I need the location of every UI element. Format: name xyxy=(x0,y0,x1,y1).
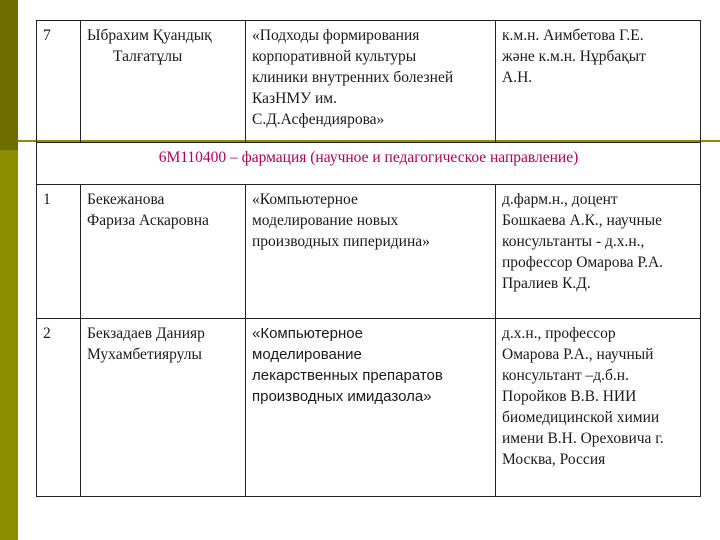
section-header-row xyxy=(37,143,701,185)
section-title: 6М110400 – фармация (научное и педагогическое направление) xyxy=(37,143,701,185)
topic-line: производных пиперидина» xyxy=(252,233,430,250)
advisor-line: имени В.Н. Ореховича г. xyxy=(502,430,664,447)
name-line: Фариза Аскаровна xyxy=(87,212,209,229)
advisor-line: к.м.н. Аимбетова Г.Е. xyxy=(502,27,644,44)
student-name xyxy=(81,21,246,143)
table-row xyxy=(37,21,701,143)
table-row xyxy=(37,319,701,497)
name-line: Ыбрахим Қуандық xyxy=(87,27,212,44)
topic-line: моделирование новых xyxy=(252,212,399,229)
advisor-line: Омарова Р.А., научный xyxy=(502,346,654,363)
advisor-line: д.х.н., профессор xyxy=(502,325,616,342)
advisor-line: консультанты - д.х.н., xyxy=(502,233,645,250)
advisor-line: д.фарм.н., доцент xyxy=(502,191,618,208)
advisor-line: Поройков В.В. НИИ xyxy=(502,388,637,405)
name-line: Бекежанова xyxy=(87,191,165,208)
topic-line: КазНМУ им. xyxy=(252,90,337,107)
advisor-line: және к.м.н. Нұрбақыт xyxy=(502,48,646,65)
topic-line: моделирование xyxy=(252,346,362,363)
topic-line: клиники внутренних болезней xyxy=(252,69,454,86)
table-row xyxy=(37,185,701,319)
thesis-topic xyxy=(246,319,496,497)
name-line: Талғатұлы xyxy=(113,48,183,65)
thesis-topic xyxy=(246,185,496,319)
row-number: 2 xyxy=(37,319,81,497)
advisor-line: Москва, Россия xyxy=(502,451,606,468)
topic-line: корпоративной культуры xyxy=(252,48,417,65)
topic-line: лекарственных препаратов xyxy=(252,367,443,384)
topic-line: «Компьютерное xyxy=(252,325,363,342)
row-number: 1 xyxy=(37,185,81,319)
topic-line: производных имидазола» xyxy=(252,388,432,405)
advisor-line: Бошкаева А.К., научные xyxy=(502,212,663,229)
thesis-topic xyxy=(246,21,496,143)
advisor-line: А.Н. xyxy=(502,69,533,86)
topic-line: «Компьютерное xyxy=(252,191,358,208)
student-name xyxy=(81,319,246,497)
row-number: 7 xyxy=(37,21,81,143)
student-name xyxy=(81,185,246,319)
topic-line: С.Д.Асфендиярова» xyxy=(252,111,385,128)
name-line: Мухамбетиярулы xyxy=(87,346,202,363)
sidebar-accent-bar xyxy=(0,0,18,540)
advisor-line: профессор Омарова Р.А. xyxy=(502,254,664,271)
advisor-line: Пралиев К.Д. xyxy=(502,275,591,292)
advisor-line: консультант –д.б.н. xyxy=(502,367,629,384)
topic-line: «Подходы формирования xyxy=(252,27,420,44)
advisor xyxy=(496,319,701,497)
sidebar-accent-dark xyxy=(0,0,18,150)
name-line: Бекзадаев Данияр xyxy=(87,325,205,342)
advisor-line: биомедицинской химии xyxy=(502,409,660,426)
students-table xyxy=(36,20,701,497)
advisor xyxy=(496,185,701,319)
advisor xyxy=(496,21,701,143)
